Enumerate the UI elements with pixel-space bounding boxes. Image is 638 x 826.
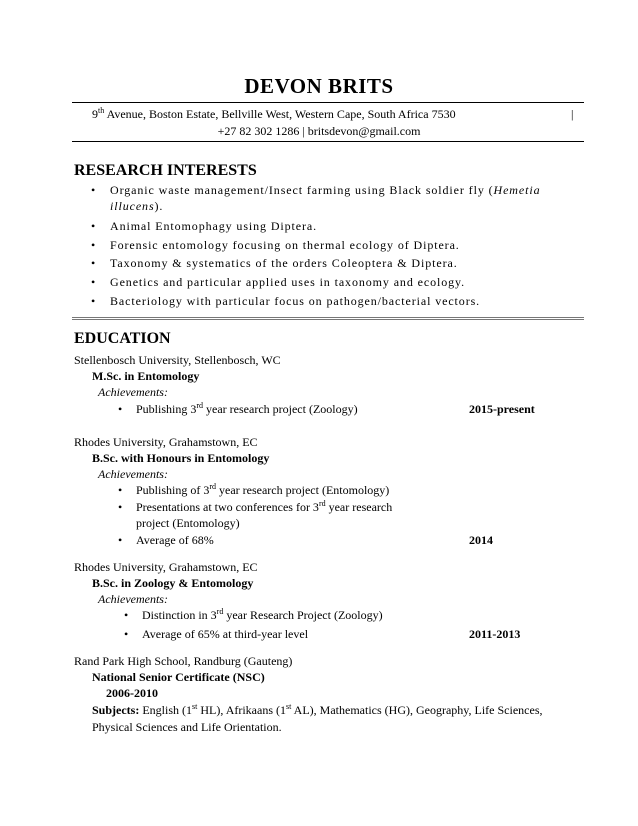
certificate: National Senior Certificate (NSC) [92, 670, 265, 684]
research-item: Taxonomy & systematics of the orders Coleoptera & Diptera. [110, 256, 458, 270]
achievements-label: Achievements: [98, 385, 168, 399]
address-separator: | [571, 107, 574, 121]
achievement-item: Average of 65% at third-year level [142, 627, 309, 641]
bullet-icon: • [118, 402, 123, 416]
achievement-item: Publishing 3rd year research project (Zoology) [136, 401, 358, 416]
degree: B.Sc. in Zoology & Entomology [92, 576, 254, 590]
achievement-item: Publishing of 3rd year research project (Entomology) [136, 482, 390, 497]
research-item: Genetics and particular applied uses in taxonomy and ecology. [110, 275, 466, 289]
institution: Rhodes University, Grahamstown, EC [74, 560, 258, 574]
bullet-icon: • [91, 294, 96, 308]
research-item: Organic waste management/Insect farming using Black soldier fly (Hemetia [110, 183, 541, 197]
bullet-icon: • [124, 627, 129, 641]
research-item: Bacteriology with particular focus on pathogen/bacterial vectors. [110, 294, 481, 308]
research-item: Animal Entomophagy using Diptera. [110, 219, 318, 233]
research-interests-heading: RESEARCH INTERESTS [74, 162, 257, 179]
institution: Rhodes University, Grahamstown, EC [74, 435, 258, 449]
bullet-icon: • [118, 500, 123, 514]
bullet-icon: • [91, 256, 96, 270]
research-item-continued: illucens). [110, 199, 164, 213]
institution: Stellenbosch University, Stellenbosch, WC [74, 353, 281, 367]
header-rule-top [72, 102, 584, 103]
date-range: 2006-2010 [106, 686, 158, 700]
achievements-label: Achievements: [98, 592, 168, 606]
bullet-icon: • [91, 183, 96, 197]
bullet-icon: • [91, 238, 96, 252]
research-item: Forensic entomology focusing on thermal ecology of Diptera. [110, 238, 460, 252]
achievement-item: Presentations at two conferences for 3rd year research [136, 499, 393, 514]
degree: M.Sc. in Entomology [92, 369, 200, 383]
degree: B.Sc. with Honours in Entomology [92, 451, 270, 465]
bullet-icon: • [118, 533, 123, 547]
subjects-continued: Physical Sciences and Life Orientation. [92, 720, 282, 734]
achievements-label: Achievements: [98, 467, 168, 481]
contact-info: +27 82 302 1286 | britsdevon@gmail.com [217, 124, 421, 138]
bullet-icon: • [124, 608, 129, 622]
achievement-item-continued: project (Entomology) [136, 516, 240, 530]
achievement-item: Distinction in 3rd year Research Project (Zoology) [142, 607, 383, 622]
bullet-icon: • [91, 219, 96, 233]
education-heading: EDUCATION [74, 330, 171, 347]
header-rule-bottom [72, 141, 584, 142]
bullet-icon: • [91, 275, 96, 289]
address: 9th Avenue, Boston Estate, Bellville West, Western Cape, South Africa 7530 [92, 106, 456, 121]
candidate-name: DEVON BRITS [244, 74, 394, 98]
date-range: 2015-present [469, 402, 535, 416]
achievement-item: Average of 68% [136, 533, 214, 547]
section-divider [72, 317, 584, 320]
institution: Rand Park High School, Randburg (Gauteng) [74, 654, 293, 668]
date-range: 2011-2013 [469, 627, 521, 641]
subjects: Subjects: English (1st HL), Afrikaans (1st AL), Mathematics (HG), Geography, Life Sciences, [92, 702, 543, 717]
date-range: 2014 [469, 533, 493, 547]
bullet-icon: • [118, 483, 123, 497]
